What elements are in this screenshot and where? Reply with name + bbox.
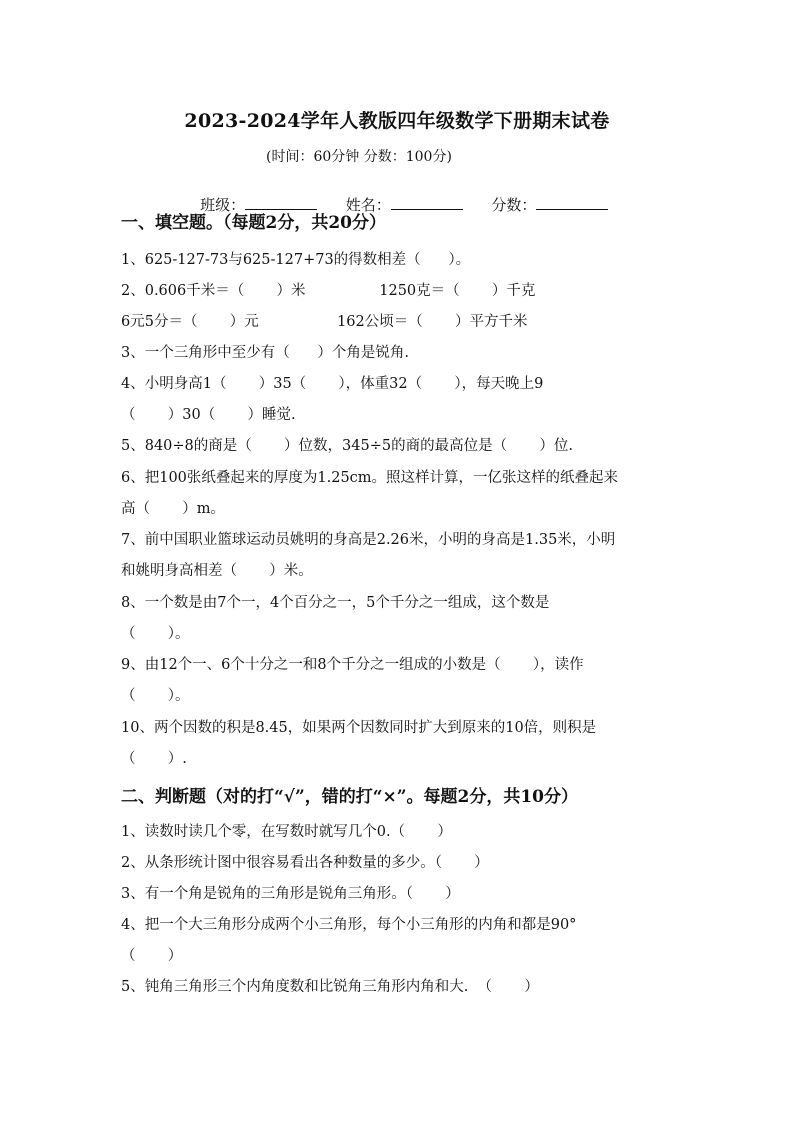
q7-line-b: 和姚明身高相差（ ）米。 — [121, 563, 313, 579]
q8-line-b: （ ）。 — [121, 626, 190, 642]
tf5-line: 5、钝角三角形三个内角度数和比锐角三角形内角和大. （ ） — [121, 979, 539, 995]
q3-line: 3、一个三角形中至少有（ ）个角是锐角. — [121, 345, 409, 361]
tf3-line: 3、有一个角是锐角的三角形是锐角三角形。（ ） — [121, 886, 460, 902]
q6-line-a: 6、把100张纸叠起来的厚度为1.25cm。照这样计算，一亿张这样的纸叠起来 — [121, 470, 619, 486]
section1-title: 一、填空题。（每题2分，共20分） — [121, 213, 386, 233]
name-label: 姓名： — [345, 196, 391, 214]
q4-line-b: （ ）30（ ）睡觉. — [121, 407, 296, 423]
tf4-line-b: （ ） — [121, 948, 183, 964]
exam-subtitle: (时间：60分钟 分数：100分) — [266, 149, 452, 165]
q2-line-b: 6元5分＝（ ）元 162公顷＝（ ）平方千米 — [121, 314, 528, 330]
class-label: 班级： — [200, 196, 246, 214]
q5-line: 5、840÷8的商是（ ）位数，345÷5的商的最高位是（ ）位. — [121, 438, 573, 454]
q9-line-b: （ ）。 — [121, 688, 190, 704]
q8-line-a: 8、一个数是由7个一，4个百分之一，5个千分之一组成，这个数是 — [121, 595, 550, 611]
q9-line-a: 9、由12个一、6个十分之一和8个千分之一组成的小数是（ ），读作 — [121, 657, 584, 673]
score-blank[interactable] — [536, 195, 608, 210]
q10-line-a: 10、两个因数的积是8.45，如果两个因数同时扩大到原来的10倍，则积是 — [121, 720, 597, 736]
q6-line-b: 高（ ）m。 — [121, 501, 226, 517]
tf4-line-a: 4、把一个大三角形分成两个小三角形，每个小三角形的内角和都是90° — [121, 917, 577, 933]
q2-line-a: 2、0.606千米＝（ ）米 1250克＝（ ）千克 — [121, 283, 536, 299]
tf1-line: 1、读数时读几个零，在写数时就写几个0.（ ） — [121, 824, 452, 840]
q4-line-a: 4、小明身高1（ ）35（ ），体重32（ ），每天晚上9 — [121, 376, 544, 392]
q1-line: 1、625-127-73与625-127+73的得数相差（ ）。 — [121, 252, 471, 268]
name-blank[interactable] — [391, 195, 463, 210]
score-label: 分数： — [491, 196, 537, 214]
section2-title: 二、判断题（对的打“√”，错的打“×”。每题2分，共10分） — [121, 787, 579, 807]
q10-line-b: （ ）. — [121, 751, 187, 767]
q7-line-a: 7、前中国职业篮球运动员姚明的身高是2.26米，小明的身高是1.35米，小明 — [121, 532, 616, 548]
exam-title: 2023-2024学年人教版四年级数学下册期末试卷 — [184, 110, 610, 132]
tf2-line: 2、从条形统计图中很容易看出各种数量的多少。（ ） — [121, 855, 489, 871]
